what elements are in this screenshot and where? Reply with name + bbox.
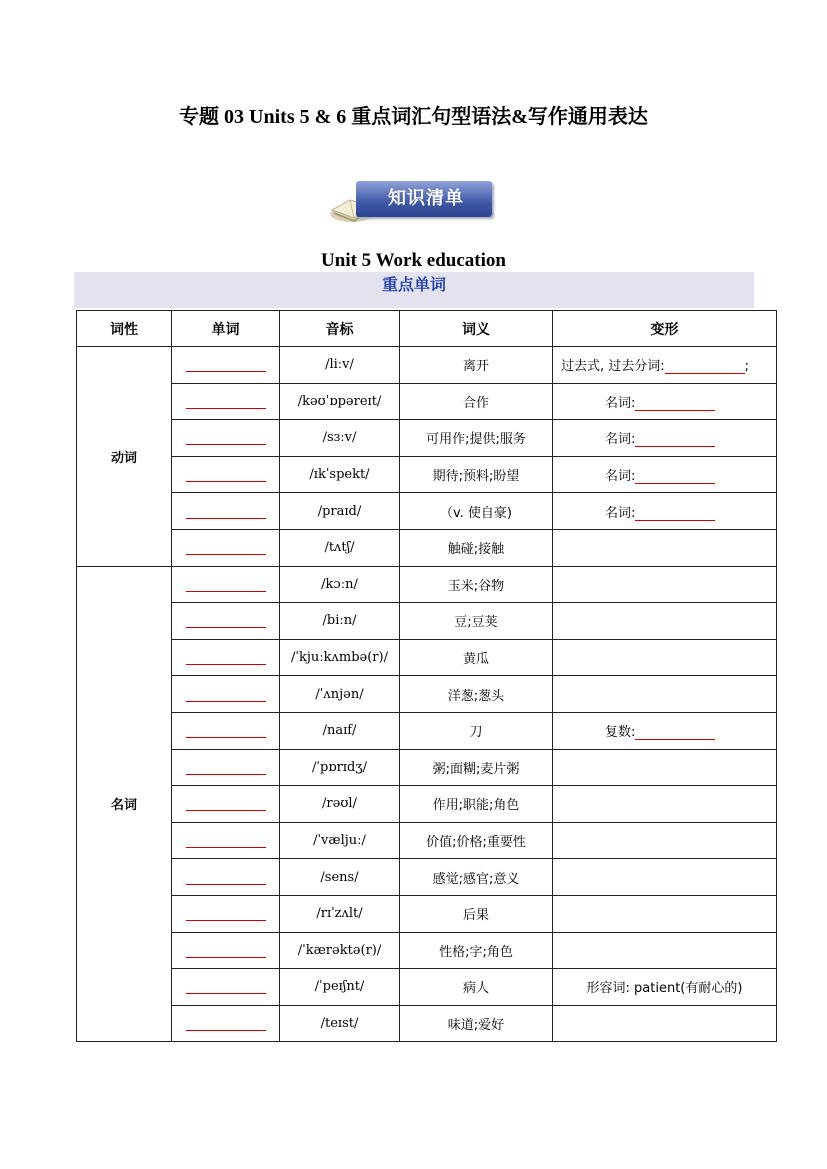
forms-cell	[553, 859, 777, 896]
word-answer-blank[interactable]	[186, 833, 266, 848]
meaning-cell: 作用;职能;角色	[400, 786, 553, 823]
ipa-cell: /liːv/	[280, 347, 400, 384]
meaning-cell: 合作	[400, 383, 553, 420]
form-answer-blank[interactable]	[635, 396, 715, 411]
word-answer-blank[interactable]	[186, 540, 266, 555]
word-blank-cell[interactable]	[172, 786, 280, 823]
knowledge-list-badge	[328, 178, 494, 226]
form-label: 复数:	[605, 725, 636, 741]
forms-cell[interactable]	[553, 712, 777, 749]
ipa-cell: /biːn/	[280, 603, 400, 640]
forms-cell	[553, 969, 777, 1006]
table-row	[77, 639, 777, 676]
table-row	[77, 1005, 777, 1042]
header-pos: 词性	[77, 311, 172, 347]
ipa-cell: /naɪf/	[280, 712, 400, 749]
forms-cell[interactable]	[553, 383, 777, 420]
word-answer-blank[interactable]	[186, 1016, 266, 1031]
meaning-cell: 黄瓜	[400, 639, 553, 676]
meaning-cell: 玉米;谷物	[400, 566, 553, 603]
table-row	[77, 420, 777, 457]
word-blank-cell[interactable]	[172, 456, 280, 493]
pos-cell: 名词	[77, 566, 172, 1042]
meaning-cell: （v. 使自豪)	[400, 493, 553, 530]
meaning-cell: 后果	[400, 895, 553, 932]
pos-cell: 动词	[77, 347, 172, 567]
word-answer-blank[interactable]	[186, 979, 266, 994]
forms-cell	[553, 639, 777, 676]
forms-cell	[553, 603, 777, 640]
ipa-cell: /kəʊˈɒpəreɪt/	[280, 383, 400, 420]
ipa-cell: /rəʊl/	[280, 786, 400, 823]
word-answer-blank[interactable]	[186, 687, 266, 702]
word-blank-cell[interactable]	[172, 749, 280, 786]
form-answer-blank[interactable]	[635, 432, 715, 447]
table-row	[77, 529, 777, 566]
forms-cell	[553, 566, 777, 603]
word-blank-cell[interactable]	[172, 603, 280, 640]
form-label: 名词:	[605, 469, 636, 485]
header-word: 单词	[172, 311, 280, 347]
word-blank-cell[interactable]	[172, 566, 280, 603]
table-row	[77, 676, 777, 713]
form-answer-blank[interactable]	[635, 469, 715, 484]
table-row	[77, 969, 777, 1006]
meaning-cell: 价值;价格;重要性	[400, 822, 553, 859]
meaning-cell: 洋葱;葱头	[400, 676, 553, 713]
forms-cell[interactable]	[553, 347, 777, 384]
word-blank-cell[interactable]	[172, 712, 280, 749]
ipa-cell: /ˈpɒrɪdʒ/	[280, 749, 400, 786]
word-blank-cell[interactable]	[172, 347, 280, 384]
form-answer-blank[interactable]	[665, 359, 745, 374]
word-blank-cell[interactable]	[172, 383, 280, 420]
ipa-cell: /kɔːn/	[280, 566, 400, 603]
form-label: 形容词: patient(有耐心的)	[586, 981, 743, 997]
word-answer-blank[interactable]	[186, 504, 266, 519]
forms-cell	[553, 895, 777, 932]
unit-title: Unit 5 Work education	[321, 250, 506, 271]
meaning-cell: 期待;预料;盼望	[400, 456, 553, 493]
table-row	[77, 603, 777, 640]
word-blank-cell[interactable]	[172, 1005, 280, 1042]
word-blank-cell[interactable]	[172, 639, 280, 676]
ipa-cell: /rɪˈzʌlt/	[280, 895, 400, 932]
ipa-cell: /sɜːv/	[280, 420, 400, 457]
word-blank-cell[interactable]	[172, 420, 280, 457]
word-answer-blank[interactable]	[186, 796, 266, 811]
word-answer-blank[interactable]	[186, 430, 266, 445]
word-blank-cell[interactable]	[172, 676, 280, 713]
meaning-cell: 味道;爱好	[400, 1005, 553, 1042]
badge-label: 知识清单	[388, 188, 464, 209]
table-row	[77, 493, 777, 530]
word-answer-blank[interactable]	[186, 870, 266, 885]
forms-cell	[553, 1005, 777, 1042]
table-row	[77, 895, 777, 932]
ipa-cell: /praɪd/	[280, 493, 400, 530]
forms-cell[interactable]	[553, 456, 777, 493]
word-blank-cell[interactable]	[172, 859, 280, 896]
word-answer-blank[interactable]	[186, 650, 266, 665]
ipa-cell: /tʌtʃ/	[280, 529, 400, 566]
table-row	[77, 712, 777, 749]
form-answer-blank[interactable]	[635, 725, 715, 740]
meaning-cell: 性格;字;角色	[400, 932, 553, 969]
page-title: 专题 03 Units 5 & 6 重点词汇句型语法&写作通用表达	[179, 106, 648, 128]
word-answer-blank[interactable]	[186, 577, 266, 592]
vocab-table	[76, 310, 777, 1042]
forms-cell[interactable]	[553, 420, 777, 457]
meaning-cell: 粥;面糊;麦片粥	[400, 749, 553, 786]
ipa-cell: /teɪst/	[280, 1005, 400, 1042]
ipa-cell: /ˈkjuːkʌmbə(r)/	[280, 639, 400, 676]
word-blank-cell[interactable]	[172, 822, 280, 859]
meaning-cell: 可用作;提供;服务	[400, 420, 553, 457]
ipa-cell: /ɪkˈspekt/	[280, 456, 400, 493]
forms-cell	[553, 529, 777, 566]
word-answer-blank[interactable]	[186, 943, 266, 958]
meaning-cell: 离开	[400, 347, 553, 384]
form-label: 名词:	[605, 395, 636, 411]
meaning-cell: 触碰;接触	[400, 529, 553, 566]
table-row	[77, 786, 777, 823]
header-meaning: 词义	[400, 311, 553, 347]
table-row	[77, 822, 777, 859]
word-blank-cell[interactable]	[172, 932, 280, 969]
form-label: 名词:	[605, 505, 636, 521]
table-row	[77, 932, 777, 969]
form-label: 过去式, 过去分词:	[561, 359, 665, 375]
word-blank-cell[interactable]	[172, 969, 280, 1006]
word-blank-cell[interactable]	[172, 895, 280, 932]
forms-cell[interactable]	[553, 493, 777, 530]
form-label: 名词:	[605, 432, 636, 448]
forms-cell	[553, 932, 777, 969]
meaning-cell: 感觉;感官;意义	[400, 859, 553, 896]
word-blank-cell[interactable]	[172, 493, 280, 530]
ipa-cell: /ˈkærəktə(r)/	[280, 932, 400, 969]
ipa-cell: /ˈʌnjən/	[280, 676, 400, 713]
ipa-cell: /ˈpeɪʃnt/	[280, 969, 400, 1006]
ipa-cell: /sens/	[280, 859, 400, 896]
forms-cell	[553, 786, 777, 823]
word-answer-blank[interactable]	[186, 760, 266, 775]
word-answer-blank[interactable]	[186, 613, 266, 628]
form-answer-blank[interactable]	[635, 506, 715, 521]
table-row	[77, 347, 777, 384]
table-row	[77, 859, 777, 896]
word-blank-cell[interactable]	[172, 529, 280, 566]
table-row	[77, 749, 777, 786]
forms-cell	[553, 676, 777, 713]
meaning-cell: 病人	[400, 969, 553, 1006]
word-answer-blank[interactable]	[186, 723, 266, 738]
word-answer-blank[interactable]	[186, 357, 266, 372]
ipa-cell: /ˈvæljuː/	[280, 822, 400, 859]
header-ipa: 音标	[280, 311, 400, 347]
meaning-cell: 豆;豆荚	[400, 603, 553, 640]
meaning-cell: 刀	[400, 712, 553, 749]
form-suffix: ;	[744, 359, 750, 375]
vocab-body	[77, 347, 777, 1042]
section-title: 重点单词	[74, 272, 754, 308]
word-answer-blank[interactable]	[186, 467, 266, 482]
table-row	[77, 566, 777, 603]
forms-cell	[553, 822, 777, 859]
header-forms: 变形	[553, 311, 777, 347]
word-answer-blank[interactable]	[186, 394, 266, 409]
table-row	[77, 383, 777, 420]
table-row	[77, 456, 777, 493]
word-answer-blank[interactable]	[186, 906, 266, 921]
table-header-row	[77, 311, 777, 347]
forms-cell	[553, 749, 777, 786]
